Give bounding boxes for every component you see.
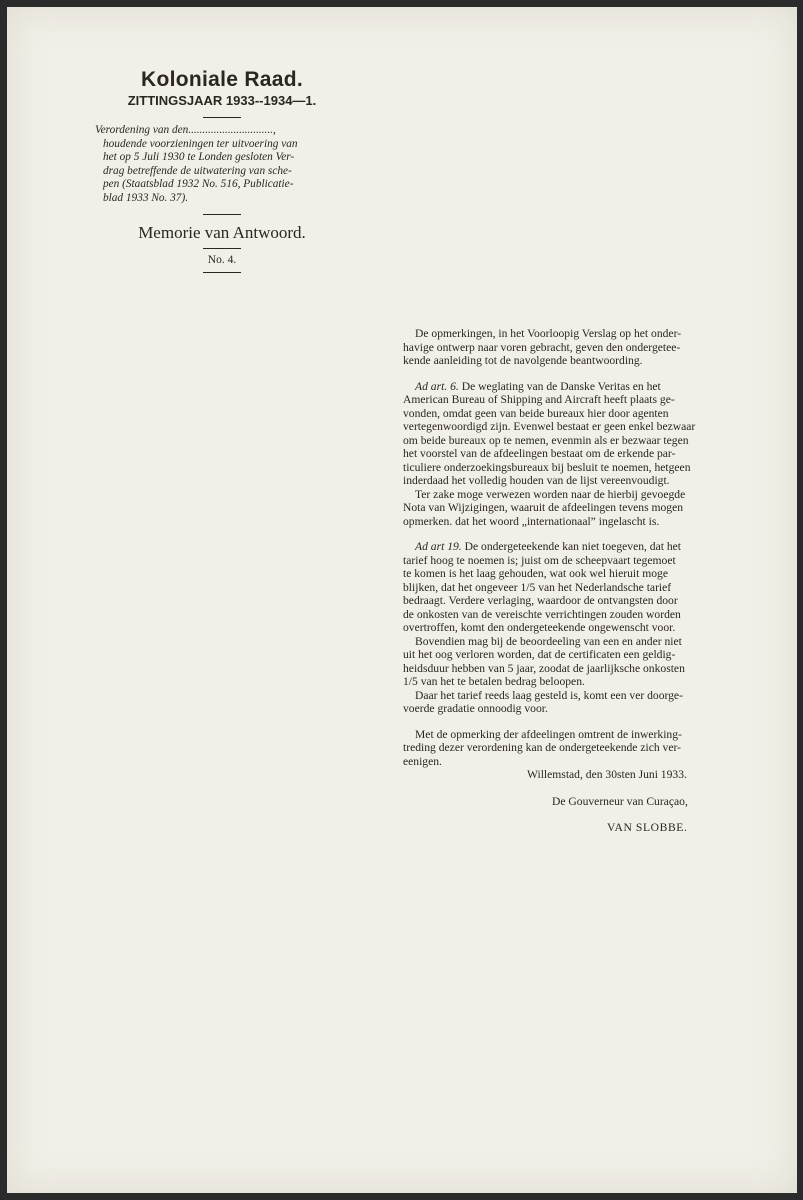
text-line: vonden, omdat geen van beide bureaux hier door agenten xyxy=(403,406,669,420)
subject-line: het op 5 Juli 1930 te Londen gesloten Ver- xyxy=(103,151,295,164)
text-line: Daar het tarief reeds laag gesteld is, komt een ver doorge- xyxy=(415,688,683,702)
text-line: De opmerkingen, in het Voorloopig Verslag op het onder- xyxy=(415,327,682,340)
subject-line: drag betreffende de uitwatering van sche- xyxy=(103,164,292,177)
paragraph-art6 xyxy=(403,380,777,488)
text-line xyxy=(403,540,777,554)
text-line: inderdaad het volledig houden van de lijst vereenvoudigt. xyxy=(403,474,670,487)
divider xyxy=(203,117,241,118)
document-page xyxy=(7,7,797,1193)
text-line: opmerken. dat het woord „internationaal” ingelascht is. xyxy=(403,514,660,528)
text-line: voerde gradatie onnoodig voor. xyxy=(403,702,548,715)
paragraph-intro xyxy=(403,327,777,368)
text-line: Ter zake moge verwezen worden naar de hierbij gevoegde xyxy=(415,487,686,501)
paragraph-inwerkingtreding xyxy=(403,728,777,769)
text-line: Nota van Wijzigingen, waaruit de afdeelingen tevens mogen xyxy=(403,501,684,514)
signature-name: VAN SLOBBE. xyxy=(607,821,688,834)
text-line: ticuliere onderzoekingsbureaux bij besluit te noemen, hetgeen xyxy=(403,460,691,474)
text-line: bedraagt. Verdere verlaging, waardoor de ontvangsten door xyxy=(403,594,678,607)
paragraph-nota xyxy=(403,488,777,529)
text-fragment: De weglating van de Danske Veritas en het xyxy=(458,379,661,393)
text-line: de onkosten van de vereischte verrichtingen zouden worden xyxy=(403,607,681,621)
subject-line: houdende voorzieningen ter uitvoering van xyxy=(103,137,298,150)
text-line: het voorstel van de afdeelingen bestaat om de erkende par- xyxy=(403,447,676,460)
divider xyxy=(203,248,241,249)
signature-place-date: Willemstad, den 30sten Juni 1933. xyxy=(527,768,687,781)
subject-description xyxy=(95,124,349,206)
text-line: tarief hoog te noemen is; juist om de scheepvaart tegemoet xyxy=(403,553,676,567)
heading-block xyxy=(95,67,349,273)
text-line: blijken, dat het ongeveer 1/5 van het Nederlandsche tarief xyxy=(403,580,672,594)
session-year: ZITTINGSJAAR 1933--1934—1. xyxy=(127,93,317,108)
text-line xyxy=(403,380,777,394)
text-line: om beide bureaux op te nemen, evenmin als er bezwaar tegen xyxy=(403,433,689,447)
signature-office: De Gouverneur van Curaçao, xyxy=(552,795,688,808)
document-title: Memorie van Antwoord. xyxy=(138,222,306,242)
subject-line: Verordening van den.............................., xyxy=(95,124,276,136)
text-line: overtroffen, komt den ondergeteekende ongewenscht voor. xyxy=(403,621,676,634)
text-fragment: De ondergeteekende kan niet toegeven, dat het xyxy=(461,540,682,553)
article-label: Ad art 19. xyxy=(415,540,462,553)
text-line: American Bureau of Shipping and Aircraft heeft plaats ge- xyxy=(403,393,675,406)
text-line: kende aanleiding tot de navolgende beantwoording. xyxy=(403,354,643,367)
text-line: 1/5 van het te betalen bedrag beloopen. xyxy=(403,675,585,688)
subject-line: blad 1933 No. 37). xyxy=(103,191,189,204)
article-label: Ad art. 6. xyxy=(415,379,459,393)
text-line: treding dezer verordening kan de ondergeteekende zich ver- xyxy=(403,741,681,754)
subject-line: pen (Staatsblad 1932 No. 516, Publicatie- xyxy=(103,178,294,191)
text-line: havige ontwerp naar voren gebracht, geven den ondergetee- xyxy=(403,340,681,354)
divider xyxy=(203,214,241,215)
text-line: te komen is het laag gehouden, wat ook wel hieruit moge xyxy=(403,567,668,580)
text-line: Bovendien mag bij de beoordeeling van een en ander niet xyxy=(415,634,682,648)
text-line: heidsduur hebben van 5 jaar, zoodat de jaarlijksche onkosten xyxy=(403,661,685,675)
text-line: uit het oog verloren worden, dat de certificaten een geldig- xyxy=(403,648,676,661)
paragraph-gradatie xyxy=(403,689,777,716)
paragraph-geldigheid xyxy=(403,635,777,689)
text-line: vertegenwoordigd zijn. Evenwel bestaat er geen enkel bezwaar xyxy=(403,420,696,433)
text-line: Met de opmerking der afdeelingen omtrent de inwerking- xyxy=(415,727,682,741)
body-text xyxy=(403,327,777,768)
paragraph-art19 xyxy=(403,540,777,635)
divider xyxy=(203,272,241,273)
council-name: Koloniale Raad. xyxy=(140,68,304,91)
document-number: No. 4. xyxy=(207,253,237,266)
text-line: eenigen. xyxy=(403,754,442,768)
